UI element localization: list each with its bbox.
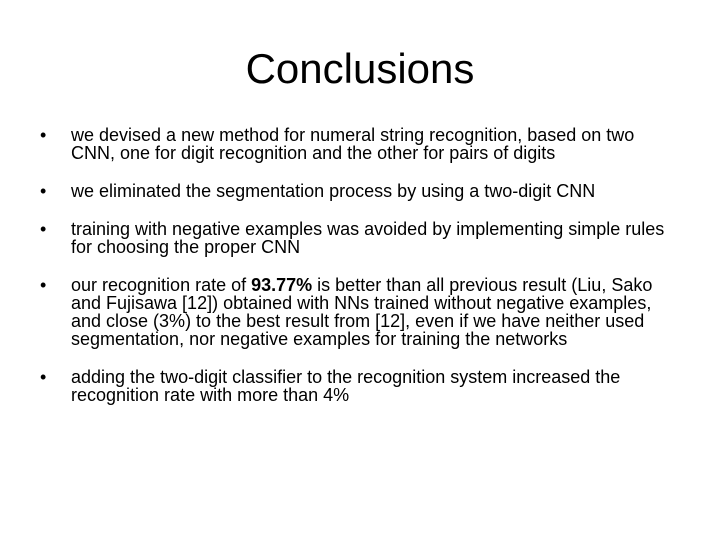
bullet-item — [40, 182, 680, 200]
bullet-item — [40, 368, 680, 404]
bullet-text-before: our recognition rate of — [71, 275, 252, 295]
bullet-text-after: is better than all previous result (Liu, Sako and Fujisawa [12]) obtained with NNs trained without negative examples, and close (3%) to the best result from [12], even if we have neither used segmentation, nor negative examples for training the networks — [71, 275, 653, 349]
bullet-marker: • — [40, 275, 47, 295]
bullet-text: training with negative examples was avoided by implementing simple rules for choosing the proper CNN — [71, 219, 665, 257]
bullet-marker: • — [40, 219, 47, 239]
bullet-text: we devised a new method for numeral string recognition, based on two CNN, one for digit recognition and the other for pairs of digits — [71, 125, 635, 163]
recognition-rate-value: 93.77% — [251, 275, 313, 295]
bullet-marker: • — [40, 181, 47, 201]
bullet-item — [40, 220, 680, 256]
bullet-item — [40, 126, 680, 162]
bullet-text: adding the two-digit classifier to the recognition system increased the recognition rate with more than 4% — [71, 367, 621, 405]
bullet-marker: • — [40, 367, 47, 387]
bullet-list — [40, 126, 680, 404]
slide-title: Conclusions — [245, 45, 475, 92]
bullet-item — [40, 276, 680, 348]
bullet-text: we eliminated the segmentation process by using a two-digit CNN — [71, 181, 596, 201]
bullet-marker: • — [40, 125, 47, 145]
